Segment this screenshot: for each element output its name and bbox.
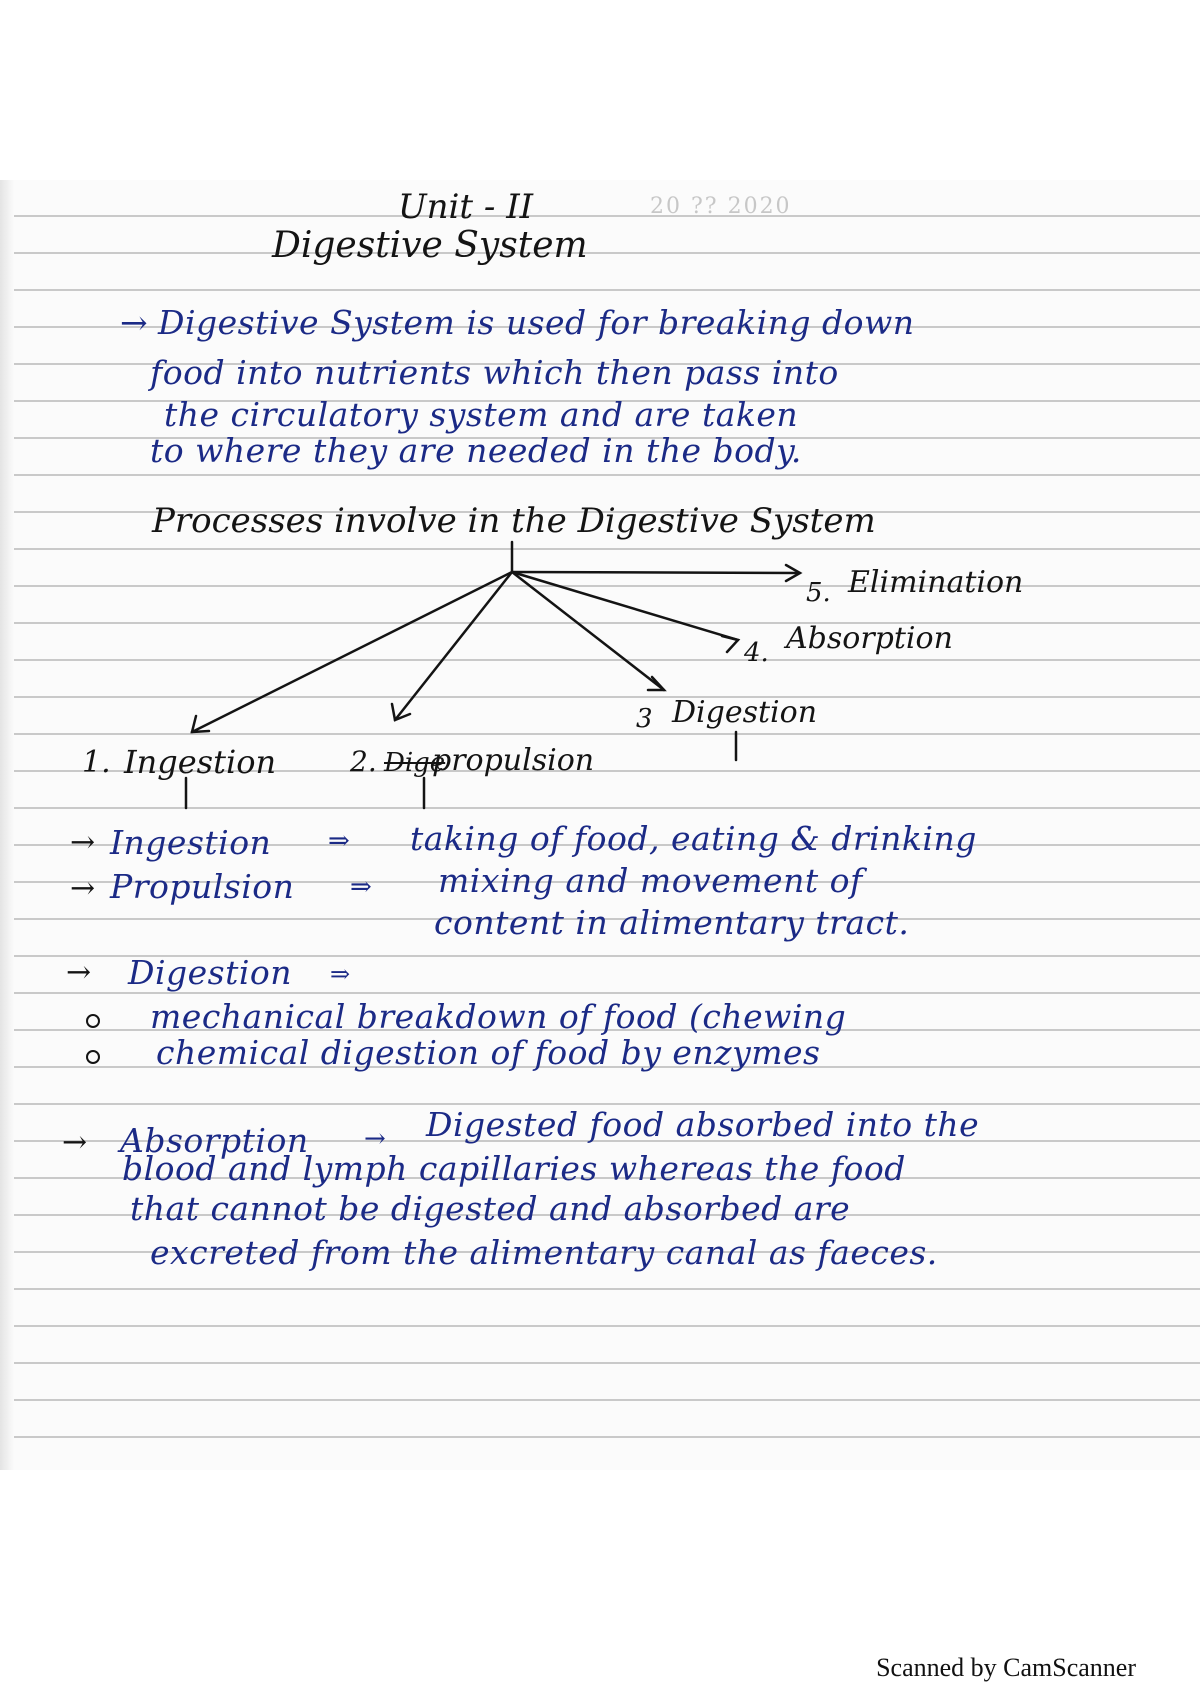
definition-arrow: → xyxy=(120,303,149,342)
branch-number-5: 5. xyxy=(806,578,831,608)
note-text-propulsion-1: mixing and movement of xyxy=(438,861,863,900)
note-arrow-digestion: → xyxy=(66,955,92,990)
digestion-point-chemical: chemical digestion of food by enzymes xyxy=(156,1033,821,1072)
branch-number-2: 2. xyxy=(350,745,377,778)
digestion-point-mechanical: mechanical breakdown of food (chewing xyxy=(150,997,847,1036)
branch-line-elimination xyxy=(512,572,800,573)
note-sep-absorption: → xyxy=(364,1124,387,1154)
branch-line-digestion xyxy=(512,572,664,690)
branch-label-ingestion: Ingestion xyxy=(124,743,277,781)
note-term-digestion: Digestion xyxy=(128,953,293,992)
branch-line-ingestion xyxy=(192,572,512,732)
bullet-dot-chemical xyxy=(86,1050,100,1064)
scanner-watermark: Scanned by CamScanner xyxy=(876,1653,1136,1682)
definition-line-1: Digestive System is used for breaking down xyxy=(158,303,915,342)
processes-heading: Processes involve in the Digestive System xyxy=(152,501,876,541)
note-text-absorption-1: Digested food absorbed into the xyxy=(426,1105,980,1144)
note-sep-digestion: ⇒ xyxy=(330,960,351,988)
note-text-absorption-3: that cannot be digested and absorbed are xyxy=(130,1189,851,1228)
branch-line-propulsion xyxy=(395,572,512,720)
note-text-propulsion-2: content in alimentary tract. xyxy=(434,903,910,942)
note-sep-propulsion: ⇒ xyxy=(350,872,373,902)
definition-line-3: the circulatory system and are taken xyxy=(164,395,799,434)
note-term-ingestion: Ingestion xyxy=(110,823,272,862)
branch-label-elimination: Elimination xyxy=(848,565,1024,600)
note-arrow-propulsion: → xyxy=(70,871,96,906)
branch-number-3: 3 xyxy=(636,704,653,734)
branch-label-propulsion: propulsion xyxy=(432,743,595,778)
note-text-absorption-4: excreted from the alimentary canal as faeces. xyxy=(150,1233,938,1272)
branch-label-absorption: Absorption xyxy=(786,621,953,656)
branch-struck-text: Dige xyxy=(384,748,446,778)
note-arrow-absorption: → xyxy=(62,1125,88,1160)
branch-label-digestion: Digestion xyxy=(672,695,818,730)
arrowhead-absorption xyxy=(722,636,738,652)
definition-line-2: food into nutrients which then pass into xyxy=(150,353,839,392)
unit-heading: Unit - II xyxy=(398,187,534,227)
note-text-absorption-2: blood and lymph capillaries whereas the food xyxy=(122,1149,906,1188)
branch-number-4: 4. xyxy=(744,638,769,668)
note-text-ingestion: taking of food, eating & drinking xyxy=(410,819,977,858)
branch-number-1: 1. xyxy=(82,745,111,780)
faint-date-stamp: 20 ?? 2020 xyxy=(650,194,792,219)
note-arrow-ingestion: → xyxy=(70,825,96,860)
bullet-dot-mechanical xyxy=(86,1014,100,1028)
page-title: Digestive System xyxy=(272,225,588,266)
branch-line-absorption xyxy=(512,572,738,640)
definition-line-4: to where they are needed in the body. xyxy=(150,431,802,470)
note-term-propulsion: Propulsion xyxy=(110,867,295,906)
note-sep-ingestion: ⇒ xyxy=(328,826,351,856)
note-term-absorption: Absorption xyxy=(120,1121,309,1160)
